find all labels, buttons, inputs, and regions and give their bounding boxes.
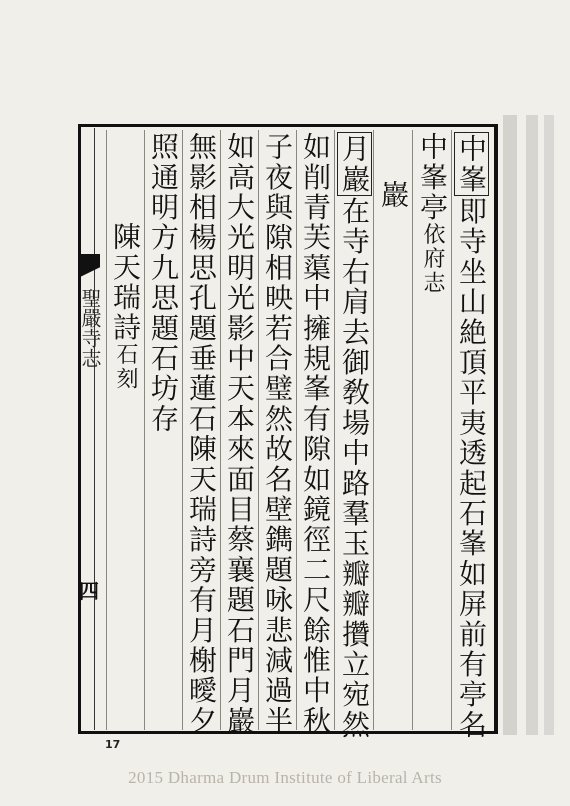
column-text: 無影相楊思孔題垂蓮石陳天瑞詩旁有月榭曖夕	[185, 132, 218, 736]
text-column-2	[417, 132, 447, 295]
page-number: 17	[105, 738, 121, 751]
column-text: 中峯亭	[416, 132, 449, 223]
column-separator	[182, 130, 183, 730]
section-heading: 巖	[377, 180, 410, 211]
text-column-1	[456, 132, 486, 740]
column-separator	[296, 130, 297, 730]
column-text: 即寺坐山絶頂平夷透起石峯如屏前有亭名	[455, 196, 488, 741]
gutter	[78, 124, 96, 734]
text-column-5	[300, 132, 330, 736]
column-separator	[258, 130, 259, 730]
column-separator	[220, 130, 221, 730]
annotation-text: 石刻	[113, 342, 138, 392]
text-column-6	[262, 132, 292, 736]
column-separator	[334, 130, 335, 730]
text-column-3	[378, 180, 408, 210]
text-column-9	[148, 132, 178, 434]
column-text: 如高大光明光影中天本來面目蔡襄題石門月巖	[223, 132, 256, 736]
heading-yueyan: 月巖	[338, 134, 371, 195]
column-text: 照通明方九思題石坊存	[147, 132, 180, 434]
annotation-text: 依府志	[420, 222, 445, 296]
column-separator	[373, 130, 374, 730]
column-separator	[106, 130, 107, 730]
column-separator	[412, 130, 413, 730]
text-column-7	[224, 132, 254, 736]
gutter-title: 聖嚴寺志	[78, 288, 102, 368]
text-column-4	[339, 132, 369, 740]
column-text: 陳天瑞詩	[109, 222, 142, 343]
column-text: 如削青芙蕖中擁規峯有隙如鏡徑二尺餘惟中秋	[299, 132, 332, 736]
column-text: 子夜與隙相映若合璧然故名壁鐫題咏悲減過半	[261, 132, 294, 736]
text-column-10	[110, 222, 140, 391]
column-separator	[451, 130, 452, 730]
bleed-through-text	[498, 115, 558, 735]
column-text: 在寺右肩去御敎場中路羣玉瓣瓣攢立宛然	[338, 196, 371, 741]
watermark: 2015 Dharma Drum Institute of Liberal Arts	[128, 768, 442, 787]
gutter-page-mark: 四	[79, 579, 99, 603]
text-column-8	[186, 132, 216, 736]
column-separator	[144, 130, 145, 730]
heading-zhongfeng: 中峯	[455, 134, 488, 195]
